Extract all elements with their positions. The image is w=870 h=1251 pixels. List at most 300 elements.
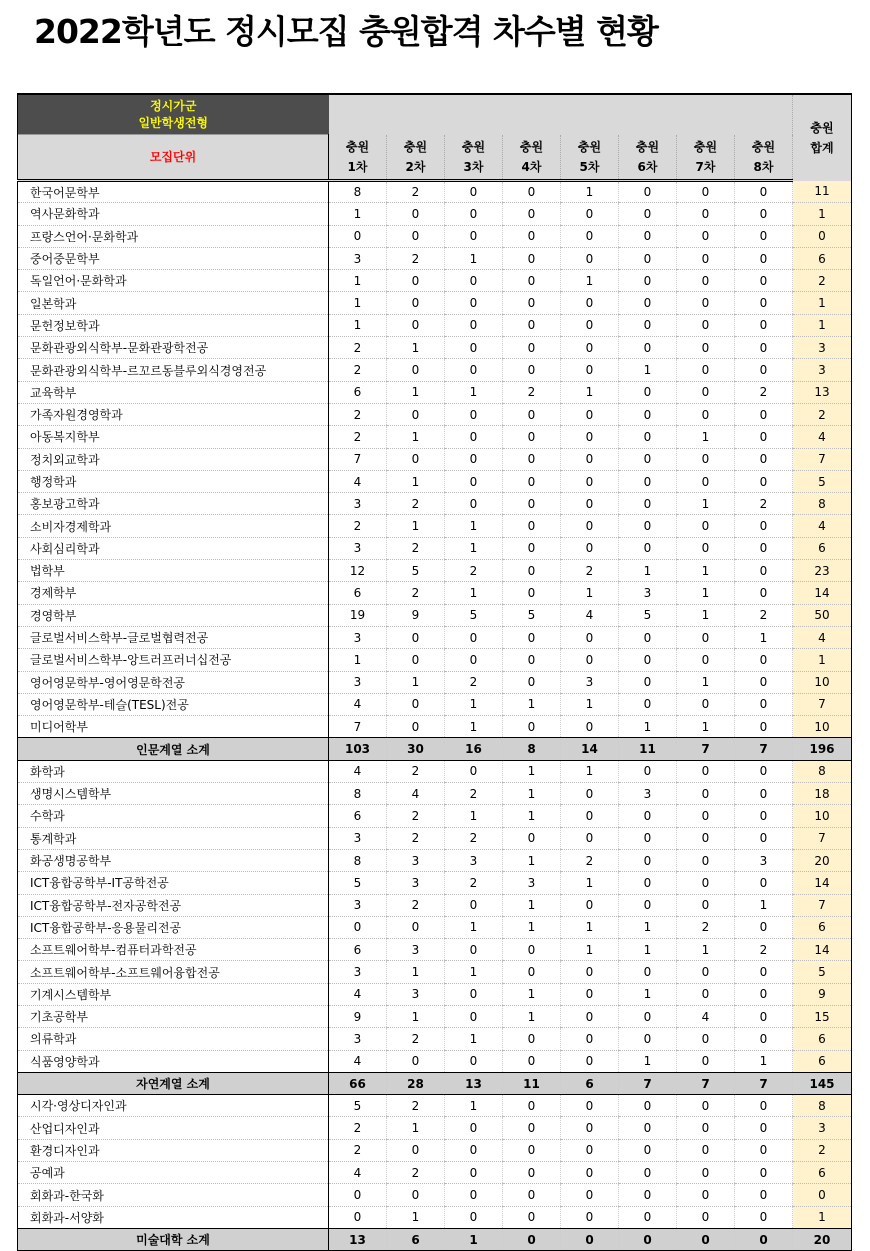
table-row [18,894,852,916]
round-8-count: 0 [735,1005,793,1027]
round-1-count: 3 [329,247,387,269]
round-5-count: 0 [561,1206,619,1228]
round-4-count: 0 [503,671,561,693]
round-6-count: 0 [619,337,677,359]
round-5-count: 0 [561,1050,619,1072]
round-7-count: 0 [677,1095,735,1117]
total-count: 50 [793,604,852,626]
round-8-count: 0 [735,1162,793,1184]
department-name: ICT융합공학부-전자공학전공 [18,894,329,916]
round-7-count: 0 [677,314,735,336]
table-row [18,1162,852,1184]
round-7-count: 7 [677,738,735,760]
round-5-count: 0 [561,783,619,805]
round-1-count: 6 [329,805,387,827]
round-5-count: 1 [561,582,619,604]
department-name: 일본학과 [18,292,329,314]
round-6-count: 0 [619,448,677,470]
round-2-count: 0 [387,314,445,336]
round-6-count: 0 [619,693,677,715]
round-2-count: 0 [387,1184,445,1206]
total-count: 6 [793,537,852,559]
round-3-count: 1 [445,1095,503,1117]
round-5-count: 0 [561,1095,619,1117]
round-7-count: 0 [677,203,735,225]
department-name: 사회심리학과 [18,537,329,559]
round-3-count: 1 [445,716,503,738]
round-2-count: 2 [387,181,445,203]
total-count: 1 [793,292,852,314]
round-4-count: 0 [503,1184,561,1206]
round-8-count: 0 [735,426,793,448]
round-7-count: 0 [677,894,735,916]
round-5-count: 0 [561,247,619,269]
round-8-count: 0 [735,1028,793,1050]
round-2-count: 0 [387,403,445,425]
round-5-count: 0 [561,337,619,359]
round-3-count: 0 [445,1050,503,1072]
round-1-count: 6 [329,381,387,403]
table-row [18,1050,852,1072]
round-4-count: 0 [503,939,561,961]
department-name: 독일언어·문화학과 [18,270,329,292]
round-7-count: 0 [677,1028,735,1050]
table-row [18,1028,852,1050]
round-7-count: 0 [677,805,735,827]
round-6-count: 0 [619,1095,677,1117]
round-7-count: 0 [677,849,735,871]
round-6-count: 0 [619,760,677,782]
round-7-count: 0 [677,783,735,805]
round-7-count: 0 [677,693,735,715]
subtotal-label: 인문계열 소계 [18,738,329,760]
round-2-count: 2 [387,805,445,827]
round-6-count: 1 [619,916,677,938]
round-1-count: 3 [329,671,387,693]
department-name: 수학과 [18,805,329,827]
round-1-count: 1 [329,649,387,671]
round-7-count: 0 [677,448,735,470]
round-8-header: 충원 8차 [735,135,793,181]
round-5-count: 0 [561,1162,619,1184]
total-count: 1 [793,203,852,225]
round-3-count: 0 [445,649,503,671]
round-8-count: 0 [735,1117,793,1139]
round-3-count: 1 [445,515,503,537]
round-8-count: 0 [735,783,793,805]
round-4-count: 0 [503,582,561,604]
round-6-count: 0 [619,515,677,537]
round-5-count: 1 [561,872,619,894]
total-count: 7 [793,693,852,715]
round-7-count: 0 [677,1228,735,1250]
round-4-count: 0 [503,270,561,292]
round-6-count: 0 [619,181,677,203]
round-5-count: 0 [561,827,619,849]
round-2-count: 2 [387,1095,445,1117]
track-label: 일반학생전형 [138,115,209,130]
table-row [18,916,852,938]
department-name: 미디어학부 [18,716,329,738]
department-name: 기계시스템학부 [18,983,329,1005]
table-row [18,314,852,336]
round-4-count: 0 [503,426,561,448]
round-8-count: 0 [735,983,793,1005]
round-1-count: 4 [329,760,387,782]
round-1-count: 3 [329,537,387,559]
round-7-count: 1 [677,671,735,693]
round-3-count: 0 [445,1139,503,1161]
department-name: 프랑스언어·문화학과 [18,225,329,247]
round-3-count: 1 [445,1028,503,1050]
department-name: 아동복지학부 [18,426,329,448]
total-count: 11 [793,181,852,203]
table-row [18,270,852,292]
round-2-count: 1 [387,1117,445,1139]
round-6-count: 0 [619,225,677,247]
round-4-count: 0 [503,225,561,247]
round-2-count: 1 [387,337,445,359]
round-1-count: 0 [329,225,387,247]
round-4-count: 1 [503,783,561,805]
admission-group-header [18,94,329,135]
table-row [18,1005,852,1027]
round-6-count: 0 [619,961,677,983]
table-row [18,515,852,537]
round-8-count: 0 [735,649,793,671]
total-count: 20 [793,1228,852,1250]
round-5-count: 0 [561,805,619,827]
table-row [18,1095,852,1117]
round-8-count: 0 [735,1095,793,1117]
round-4-count: 1 [503,849,561,871]
total-count: 15 [793,1005,852,1027]
table-row [18,872,852,894]
round-5-count: 0 [561,1117,619,1139]
round-7-count: 0 [677,1139,735,1161]
department-name: 한국어문학부 [18,181,329,203]
table-row [18,560,852,582]
total-count: 1 [793,314,852,336]
round-1-count: 3 [329,894,387,916]
round-8-count: 0 [735,270,793,292]
round-6-count: 0 [619,203,677,225]
round-4-count: 0 [503,1050,561,1072]
round-8-count: 0 [735,916,793,938]
round-2-count: 1 [387,470,445,492]
round-4-count: 0 [503,470,561,492]
round-1-count: 8 [329,181,387,203]
round-7-count: 2 [677,916,735,938]
round-5-count: 0 [561,626,619,648]
round-8-count: 0 [735,515,793,537]
round-5-header: 충원 5차 [561,135,619,181]
round-2-count: 2 [387,537,445,559]
total-count: 0 [793,225,852,247]
round-4-count: 1 [503,983,561,1005]
round-5-count: 2 [561,560,619,582]
round-2-count: 2 [387,894,445,916]
round-5-count: 1 [561,270,619,292]
table-row [18,961,852,983]
round-6-count: 0 [619,671,677,693]
round-1-count: 2 [329,337,387,359]
round-5-count: 1 [561,916,619,938]
round-4-count: 0 [503,314,561,336]
total-count: 4 [793,626,852,648]
round-8-count: 0 [735,671,793,693]
round-5-count: 0 [561,1184,619,1206]
round-1-count: 0 [329,1184,387,1206]
table-row [18,760,852,782]
department-name: 소비자경제학과 [18,515,329,537]
total-count: 1 [793,1206,852,1228]
round-8-count: 0 [735,225,793,247]
table-row [18,604,852,626]
department-name: 의류학과 [18,1028,329,1050]
table-row [18,827,852,849]
table-row [18,337,852,359]
round-8-count: 0 [735,314,793,336]
round-2-count: 0 [387,1050,445,1072]
round-6-count: 0 [619,649,677,671]
table-row [18,448,852,470]
round-5-count: 0 [561,649,619,671]
round-5-count: 0 [561,403,619,425]
department-name: 산업디자인과 [18,1117,329,1139]
round-1-count: 3 [329,827,387,849]
round-8-count: 0 [735,1228,793,1250]
total-count: 14 [793,582,852,604]
round-6-count: 0 [619,1184,677,1206]
department-name: 문화관광외식학부-르꼬르동블루외식경영전공 [18,359,329,381]
page-title: 2022학년도 정시모집 충원합격 차수별 현황 [34,12,658,51]
round-7-count: 0 [677,359,735,381]
round-2-count: 2 [387,1162,445,1184]
round-6-count: 0 [619,827,677,849]
total-count: 7 [793,827,852,849]
department-name: 법학부 [18,560,329,582]
round-5-count: 0 [561,1005,619,1027]
department-name: 회화과-한국화 [18,1184,329,1206]
round-8-count: 0 [735,448,793,470]
round-6-count: 7 [619,1072,677,1094]
subtotal-row [18,1228,852,1250]
round-5-count: 0 [561,1139,619,1161]
round-5-count: 0 [561,493,619,515]
department-name: 통계학과 [18,827,329,849]
round-8-count: 0 [735,403,793,425]
round-3-count: 0 [445,493,503,515]
round-2-count: 3 [387,849,445,871]
table-row [18,649,852,671]
round-7-count: 0 [677,470,735,492]
round-1-count: 5 [329,872,387,894]
round-4-count: 1 [503,693,561,715]
round-5-count: 0 [561,1028,619,1050]
total-count: 2 [793,403,852,425]
table-row [18,671,852,693]
total-count: 4 [793,515,852,537]
round-3-header: 충원 3차 [445,135,503,181]
round-2-count: 2 [387,582,445,604]
total-count: 0 [793,1184,852,1206]
round-4-count: 5 [503,604,561,626]
round-8-count: 0 [735,537,793,559]
round-6-count: 0 [619,381,677,403]
round-4-count: 0 [503,403,561,425]
round-3-count: 1 [445,247,503,269]
round-4-count: 0 [503,649,561,671]
round-6-count: 0 [619,894,677,916]
subtotal-row [18,1072,852,1094]
round-2-count: 4 [387,783,445,805]
round-2-count: 1 [387,961,445,983]
round-1-count: 0 [329,1206,387,1228]
round-1-count: 2 [329,1117,387,1139]
total-count: 8 [793,1095,852,1117]
department-name: 문헌정보학과 [18,314,329,336]
round-2-count: 0 [387,716,445,738]
total-count: 2 [793,1139,852,1161]
table-row [18,225,852,247]
round-3-count: 0 [445,337,503,359]
department-name: 화공생명공학부 [18,849,329,871]
subtotal-label: 미술대학 소계 [18,1228,329,1250]
round-5-count: 0 [561,716,619,738]
round-1-count: 6 [329,939,387,961]
total-count: 10 [793,671,852,693]
round-2-count: 3 [387,939,445,961]
round-3-count: 1 [445,537,503,559]
round-6-count: 0 [619,537,677,559]
round-4-count: 1 [503,916,561,938]
table-row [18,939,852,961]
round-7-count: 0 [677,827,735,849]
round-4-count: 0 [503,1028,561,1050]
total-count: 10 [793,805,852,827]
round-5-count: 0 [561,292,619,314]
round-6-count: 1 [619,359,677,381]
total-count: 13 [793,381,852,403]
round-2-header: 충원 2차 [387,135,445,181]
round-4-count: 0 [503,292,561,314]
round-7-count: 0 [677,649,735,671]
round-4-count: 0 [503,626,561,648]
round-7-count: 7 [677,1072,735,1094]
total-count: 8 [793,493,852,515]
round-5-count: 0 [561,983,619,1005]
round-1-count: 12 [329,560,387,582]
round-6-count: 0 [619,314,677,336]
round-4-count: 3 [503,872,561,894]
round-2-count: 30 [387,738,445,760]
round-7-count: 0 [677,515,735,537]
department-name: 회화과-서양화 [18,1206,329,1228]
total-count: 196 [793,738,852,760]
unit-header: 모집단위 [18,135,329,181]
round-2-count: 1 [387,1206,445,1228]
round-3-count: 1 [445,1228,503,1250]
round-5-count: 1 [561,693,619,715]
department-name: 기초공학부 [18,1005,329,1027]
round-3-count: 0 [445,939,503,961]
total-header [793,94,852,181]
total-count: 18 [793,783,852,805]
total-count: 4 [793,426,852,448]
round-3-count: 0 [445,359,503,381]
round-1-count: 1 [329,270,387,292]
table-row [18,1117,852,1139]
round-2-count: 9 [387,604,445,626]
round-4-count: 1 [503,760,561,782]
round-5-count: 3 [561,671,619,693]
round-3-count: 2 [445,560,503,582]
round-2-count: 0 [387,448,445,470]
table-row [18,493,852,515]
department-name: 소프트웨어학부-소프트웨어융합전공 [18,961,329,983]
table-row [18,403,852,425]
round-4-count: 11 [503,1072,561,1094]
department-name: 중어중문학부 [18,247,329,269]
round-7-count: 0 [677,1206,735,1228]
total-count: 3 [793,337,852,359]
round-3-count: 0 [445,403,503,425]
round-1-count: 8 [329,783,387,805]
department-name: 역사문화학과 [18,203,329,225]
round-6-count: 0 [619,872,677,894]
round-8-count: 7 [735,738,793,760]
round-4-count: 0 [503,1206,561,1228]
round-4-count: 1 [503,1005,561,1027]
round-5-count: 0 [561,448,619,470]
round-3-count: 1 [445,381,503,403]
total-count: 145 [793,1072,852,1094]
total-count: 7 [793,448,852,470]
round-1-count: 7 [329,716,387,738]
round-2-count: 1 [387,1005,445,1027]
round-3-count: 1 [445,916,503,938]
table-row [18,849,852,871]
round-2-count: 28 [387,1072,445,1094]
round-2-count: 5 [387,560,445,582]
table-row [18,292,852,314]
round-1-count: 1 [329,203,387,225]
round-2-count: 0 [387,203,445,225]
round-3-count: 1 [445,693,503,715]
table-row [18,381,852,403]
table-row [18,716,852,738]
rounds-header-blank [329,94,793,135]
round-6-count: 0 [619,403,677,425]
round-1-count: 4 [329,1162,387,1184]
round-5-count: 0 [561,225,619,247]
round-8-count: 0 [735,181,793,203]
department-name: ICT융합공학부-IT공학전공 [18,872,329,894]
round-4-count: 8 [503,738,561,760]
round-8-count: 2 [735,604,793,626]
round-5-count: 0 [561,314,619,336]
round-8-count: 0 [735,560,793,582]
round-3-count: 0 [445,448,503,470]
department-name: 문화관광외식학부-문화관광학전공 [18,337,329,359]
round-6-count: 1 [619,983,677,1005]
department-name: 영어영문학부-영어영문학전공 [18,671,329,693]
round-7-count: 0 [677,626,735,648]
round-4-count: 0 [503,247,561,269]
total-count: 6 [793,916,852,938]
round-7-count: 1 [677,582,735,604]
